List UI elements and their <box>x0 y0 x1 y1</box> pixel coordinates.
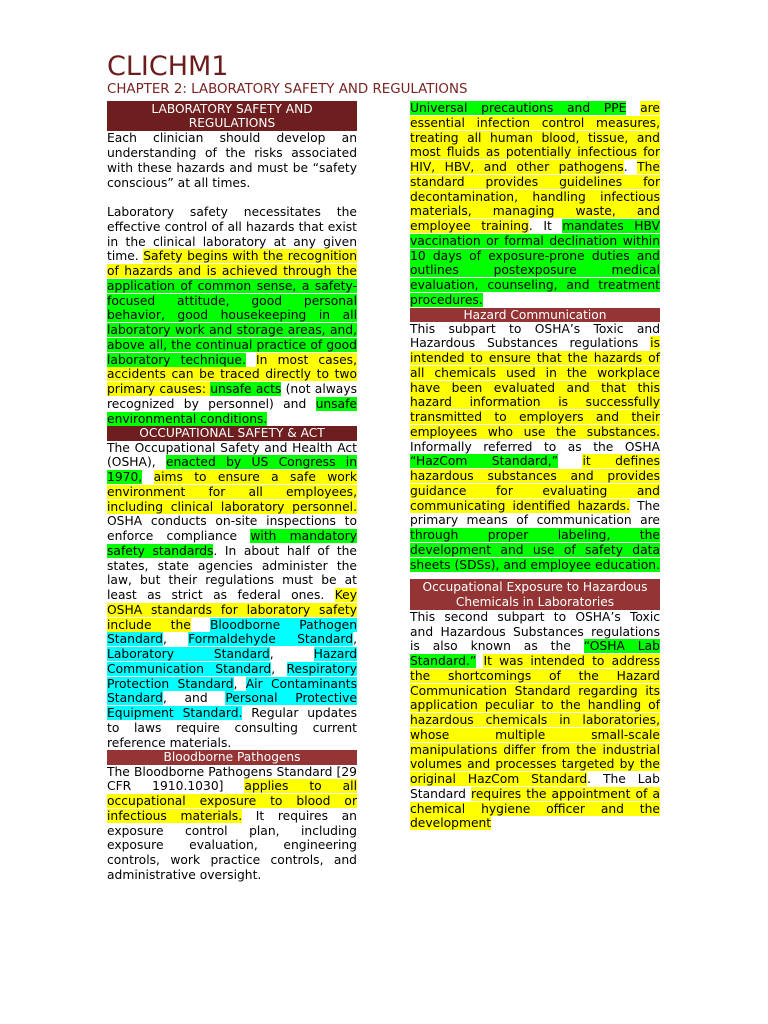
highlight-green: “OSHA Lab Standard.” <box>410 639 660 669</box>
text-run <box>558 454 582 468</box>
text-run: , <box>233 676 246 691</box>
highlight-yellow: In most cases, accidents can be traced directly to two primary causes: <box>107 352 357 397</box>
text-run: , <box>353 632 357 647</box>
chapter-title: CHAPTER 2: LABORATORY SAFETY AND REGULATIONS <box>107 82 468 97</box>
highlight-cyan: Laboratory Standard <box>107 647 270 662</box>
text-run <box>246 353 256 367</box>
text-run: , <box>162 632 189 647</box>
highlight-cyan: Formaldehyde Standard <box>188 632 354 647</box>
text-run: . It <box>528 219 563 233</box>
text-run: (not always recognized by personnel) and <box>107 382 358 411</box>
text-run: The Bloodborne Pathogens Standard [29 CFR 1910.1030] <box>107 764 357 794</box>
text-run: OSHA conducts on-site inspections to enforce compliance <box>107 514 357 544</box>
lab-standard-paragraph <box>410 610 660 831</box>
highlight-green: through proper labeling, the development and use of safety data sheets (SDSs), and employee education. <box>410 528 660 572</box>
highlight-green: “HazCom Standard,” <box>410 454 558 469</box>
course-code-title: CLICHM1 <box>107 51 229 82</box>
highlight-yellow: is intended to ensure that the hazards of all chemicals used in the workplace have been evaluated and that this hazard information is successfully transmitted to employers and their employees who use the substances. <box>410 336 660 439</box>
highlight-yellow: applies to all occupational exposure to blood or infectious materials. <box>107 779 357 823</box>
highlight-yellow: Key OSHA standards for laboratory safety include the <box>107 588 357 632</box>
text-run: Laboratory safety necessitates the effective control of all hazards that exist in the clinical laboratory at any given time. <box>107 205 357 264</box>
left-column <box>107 101 357 883</box>
text-run: The primary means of communication are <box>410 498 660 528</box>
lab-safety-paragraph-1: Each clinician should develop an understanding of the risks associated with these hazards and must be “safety conscious” at all times. <box>107 131 357 190</box>
section-heading-hazard-communication: Hazard Communication <box>410 308 660 322</box>
highlight-cyan: Respiratory Protection Standard <box>107 661 357 691</box>
text-run: , <box>271 661 287 676</box>
text-run: It requires an exposure control plan, including exposure evaluation, engineering controls, work practice controls, and administrative oversight. <box>107 808 357 882</box>
highlight-cyan: Personal Protective Equipment Standard. <box>107 691 357 721</box>
highlight-cyan: Hazard Communication Standard <box>107 647 357 676</box>
highlight-green: with mandatory safety standards <box>107 529 358 558</box>
highlight-green: unsafe environmental conditions. <box>107 396 357 426</box>
highlight-cyan: Air Contaminants Standard <box>107 676 357 706</box>
text-run: . <box>623 160 638 174</box>
osha-paragraph <box>107 441 357 751</box>
highlight-cyan: Bloodborne Pathogen Standard <box>107 617 357 647</box>
section-heading-lab-safety: LABORATORY SAFETY AND REGULATIONS <box>107 101 357 131</box>
highlight-green: Universal precautions and PPE <box>410 101 627 115</box>
highlight-yellow: are essential infection control measures, treating all human blood, tissue, and most fluids as potentially infectious for HIV, HBV, and other pathogens <box>410 101 660 174</box>
section-heading-osha: OCCUPATIONAL SAFETY & ACT <box>107 426 357 440</box>
text-run <box>142 470 153 484</box>
highlight-yellow: it defines hazardous substances and provides guidance for evaluating and communicating identified hazards. <box>410 454 660 513</box>
text-run: , and <box>162 691 226 706</box>
text-run: The Occupational Safety and Health Act (OSHA), <box>107 440 357 470</box>
hazard-communication-paragraph <box>410 322 660 573</box>
highlight-yellow: It was intended to address the shortcomings of the Hazard Communication Standard regarding its application peculiar to the handling of hazardous chemicals in laboratories, whose multiple small-scale manipulations differ from the industrial volumes and processes targeted by the original HazCom Standard <box>410 654 660 787</box>
bloodborne-paragraph-part-1 <box>107 765 357 883</box>
lab-safety-paragraph-2 <box>107 205 357 426</box>
paragraph-spacer <box>107 190 357 205</box>
section-heading-bloodborne: Bloodborne Pathogens <box>107 750 357 764</box>
highlight-green: enacted by US Congress in 1970, <box>107 455 357 485</box>
highlight-green: application of common sense, a safety-focused attitude, good personal behavior, good housekeeping in all laboratory work and storage areas, and, above all, the continual practice of good laboratory technique. <box>107 278 357 367</box>
text-run: Informally referred to as the OSHA <box>410 439 660 454</box>
text-run: , <box>269 647 314 662</box>
highlight-yellow: requires the appointment of a chemical hygiene officer and the development <box>410 786 660 831</box>
text-run: Regular updates to laws require consulting current reference materials. <box>107 706 357 750</box>
highlight-yellow: The standard provides guidelines for decontamination, handling infectious materials, managing waste, and employee training <box>410 160 660 233</box>
text-run: . The Lab Standard <box>410 772 660 801</box>
section-heading-lab-standard: Occupational Exposure to Hazardous Chemicals in Laboratories <box>410 579 660 609</box>
text-run <box>626 101 640 115</box>
highlight-yellow: aims to ensure a safe work environment for all employees, including clinical laboratory personnel. <box>107 470 357 514</box>
text-run <box>191 618 210 632</box>
highlight-green: mandates HBV vaccination or formal declination within 10 days of exposure-prone duties and outlines postexposure medical evaluation, counseling, and treatment procedures. <box>410 219 660 307</box>
right-column <box>410 101 660 831</box>
text-run: This second subpart to OSHA’s Toxic and Hazardous Substances regulations is also known as the <box>410 609 660 654</box>
bloodborne-paragraph-part-2 <box>410 101 660 308</box>
text-run: . In about half of the states, state agencies administer the law, but their regulations must be at least as strict as federal ones. <box>107 543 357 603</box>
highlight-yellow: Safety begins with the recognition of hazards and is achieved through the <box>107 249 357 279</box>
text-run: This subpart to OSHA’s Toxic and Hazardous Substances regulations <box>410 321 660 351</box>
highlight-green: unsafe acts <box>210 382 282 397</box>
